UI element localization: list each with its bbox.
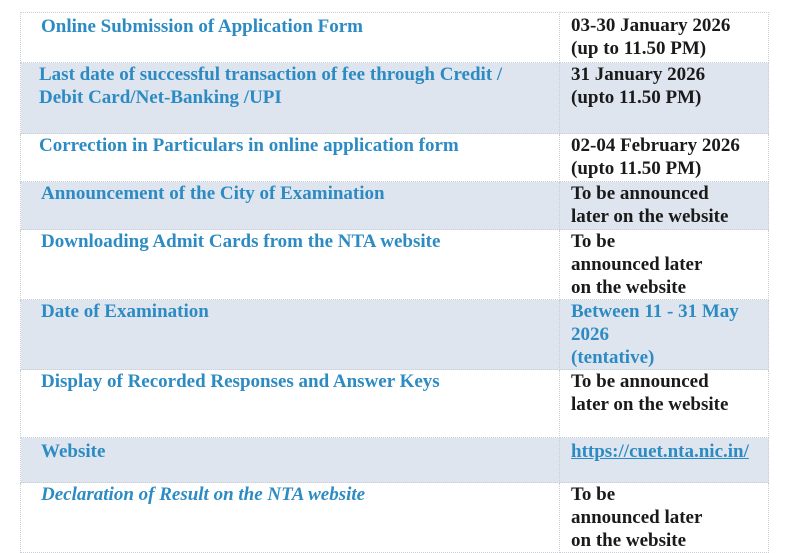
- website-link[interactable]: https://cuet.nta.nic.in/: [571, 441, 749, 462]
- table-row: [21, 438, 769, 483]
- event-date: To be announced later on the website: [560, 182, 769, 230]
- event-date: [560, 438, 769, 483]
- date-note: (tentative): [571, 347, 655, 368]
- date-text: 31 January 2026: [571, 64, 706, 85]
- schedule-table: [20, 12, 769, 553]
- event-label: Date of Examination: [21, 300, 560, 370]
- event-date: [560, 134, 769, 182]
- date-text: Between 11 - 31 May 2026: [571, 301, 739, 345]
- event-label: Downloading Admit Cards from the NTA website: [21, 230, 560, 300]
- table-row: [21, 370, 769, 438]
- date-note: (upto 11.50 PM): [571, 158, 702, 179]
- date-note: (upto 11.50 PM): [571, 87, 702, 108]
- event-label: Last date of successful transaction of fee through Credit / Debit Card/Net-Banking /UPI: [21, 63, 560, 134]
- event-date: To be announced later on the website: [560, 483, 769, 553]
- date-note: (up to 11.50 PM): [571, 38, 707, 59]
- event-label: Display of Recorded Responses and Answer Keys: [21, 370, 560, 438]
- event-label: Announcement of the City of Examination: [21, 182, 560, 230]
- event-date: [560, 13, 769, 63]
- table-row: [21, 134, 769, 182]
- date-text: 02-04 February 2026: [571, 135, 740, 156]
- event-date: To be announced later on the website: [560, 370, 769, 438]
- table-row: [21, 483, 769, 553]
- event-label: Declaration of Result on the NTA website: [21, 483, 560, 553]
- table-row: [21, 63, 769, 134]
- table-row: [21, 13, 769, 63]
- event-date: [560, 63, 769, 134]
- table-row: [21, 182, 769, 230]
- table-row: [21, 300, 769, 370]
- event-label: Online Submission of Application Form: [21, 13, 560, 63]
- event-label: Website: [21, 438, 560, 483]
- event-date: [560, 300, 769, 370]
- event-date: To be announced later on the website: [560, 230, 769, 300]
- event-label: Correction in Particulars in online application form: [21, 134, 560, 182]
- table-row: [21, 230, 769, 300]
- date-text: 03-30 January 2026: [571, 15, 731, 36]
